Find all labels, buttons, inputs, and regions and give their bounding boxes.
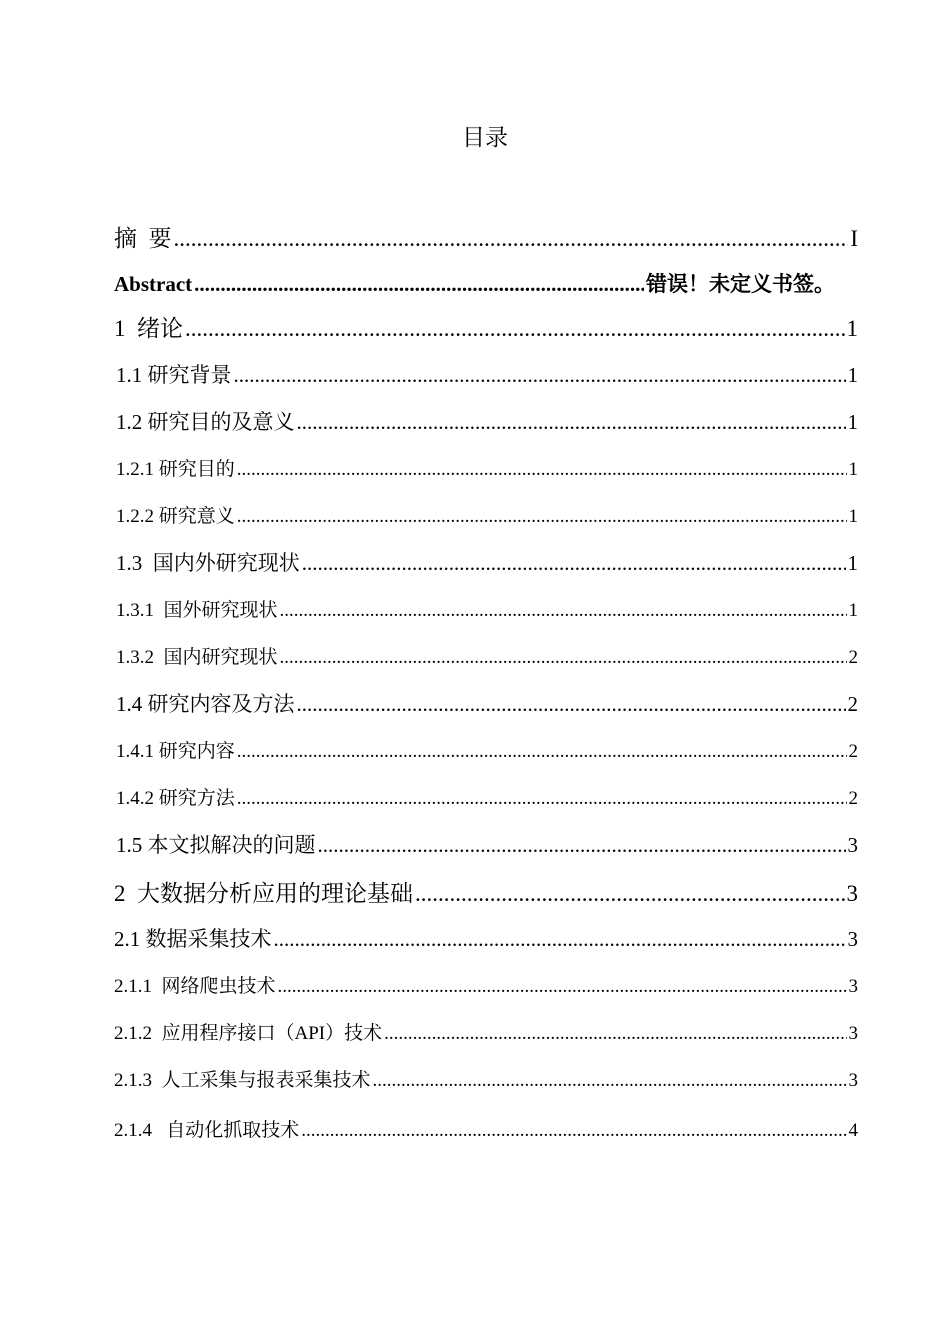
toc-entry-page: 1	[847, 551, 858, 575]
toc-entry-chapter-2[interactable]	[114, 875, 858, 908]
toc-entry-page: 2	[848, 788, 858, 809]
toc-entry-label: 1.2.2 研究意义	[116, 506, 235, 527]
toc-entry-page: 2	[848, 741, 858, 762]
toc-leader-dots	[301, 1120, 846, 1142]
toc-entry-1-2-1[interactable]	[116, 454, 858, 481]
toc-entry-page: 3	[848, 1070, 858, 1091]
toc-entry-2-1-4[interactable]	[114, 1115, 858, 1142]
toc-leader-dots	[297, 692, 846, 717]
toc-entry-1-4-1[interactable]	[116, 736, 858, 763]
toc-entry-label: 1 绪论	[114, 316, 183, 341]
toc-entry-abstract-cn[interactable]	[114, 220, 858, 253]
toc-entry-label: Abstract	[114, 272, 193, 296]
toc-entry-page: 3	[847, 833, 858, 857]
page-title: 目录	[462, 125, 508, 150]
toc-leader-dots	[280, 600, 847, 622]
toc-leader-dots	[194, 272, 644, 297]
toc-entry-page: 1	[847, 363, 858, 387]
toc-entry-2-1-1[interactable]	[114, 971, 858, 998]
toc-entry-page: I	[850, 226, 858, 251]
toc-entry-1-5[interactable]	[116, 829, 858, 859]
toc-entry-page: 2	[848, 647, 858, 668]
toc-entry-label: 1.2 研究目的及意义	[116, 410, 295, 434]
toc-entry-label: 1.2.1 研究目的	[116, 459, 235, 480]
toc-entry-page: 1	[847, 410, 858, 434]
toc-entry-page: 错误！未定义书签。	[646, 272, 835, 296]
toc-entry-page: 1	[846, 316, 858, 341]
toc-leader-dots	[174, 226, 849, 252]
toc-entry-1-2[interactable]	[116, 406, 858, 436]
toc-entry-page: 1	[848, 459, 858, 480]
toc-entry-page: 2	[847, 692, 858, 716]
toc-entry-2-1[interactable]	[114, 923, 858, 953]
toc-leader-dots	[185, 316, 845, 342]
toc-entry-page: 4	[848, 1120, 858, 1141]
toc-leader-dots	[234, 363, 846, 388]
toc-entry-label: 2.1.4 自动化抓取技术	[114, 1120, 300, 1141]
toc-entry-1-4[interactable]	[116, 688, 858, 718]
toc-entry-page: 1	[848, 600, 858, 621]
toc-entry-label: 2.1.1 网络爬虫技术	[114, 976, 276, 997]
toc-entry-1-4-2[interactable]	[116, 783, 858, 810]
toc-leader-dots	[280, 647, 847, 669]
toc-entry-1-3-2[interactable]	[116, 642, 858, 669]
toc-entry-1-3[interactable]	[116, 547, 858, 577]
toc-entry-label: 摘 要	[114, 226, 172, 251]
toc-entry-label: 2.1 数据采集技术	[114, 927, 272, 951]
toc-entry-label: 1.4.2 研究方法	[116, 788, 235, 809]
toc-entry-page: 3	[847, 927, 858, 951]
toc-leader-dots	[318, 833, 846, 858]
toc-entry-page: 3	[846, 881, 858, 906]
toc-leader-dots	[237, 788, 847, 810]
toc-entry-label: 1.3 国内外研究现状	[116, 551, 300, 575]
toc-entry-label: 2.1.3 人工采集与报表采集技术	[114, 1070, 371, 1091]
toc-leader-dots	[237, 741, 847, 763]
toc-entry-abstract-en[interactable]	[114, 268, 835, 298]
toc-entry-label: 1.5 本文拟解决的问题	[116, 833, 316, 857]
toc-leader-dots	[274, 927, 846, 952]
toc-leader-dots	[297, 410, 846, 435]
toc-leader-dots	[278, 976, 847, 998]
toc-entry-page: 3	[848, 1023, 858, 1044]
toc-entry-label: 1.3.1 国外研究现状	[116, 600, 278, 621]
toc-entry-label: 1.3.2 国内研究现状	[116, 647, 278, 668]
toc-leader-dots	[237, 506, 847, 528]
toc-entry-2-1-3[interactable]	[114, 1065, 858, 1092]
toc-entry-label: 2.1.2 应用程序接口（API）技术	[114, 1023, 383, 1044]
toc-leader-dots	[237, 459, 847, 481]
toc-entry-1-2-2[interactable]	[116, 501, 858, 528]
toc-entry-label: 2 大数据分析应用的理论基础	[114, 881, 413, 906]
toc-leader-dots	[373, 1070, 847, 1092]
toc-entry-chapter-1[interactable]	[114, 310, 858, 343]
toc-entry-label: 1.4 研究内容及方法	[116, 692, 295, 716]
toc-entry-1-3-1[interactable]	[116, 595, 858, 622]
toc-entry-1-1[interactable]	[116, 359, 858, 389]
toc-entry-2-1-2[interactable]	[114, 1018, 858, 1045]
toc-entry-label: 1.4.1 研究内容	[116, 741, 235, 762]
toc-entry-label: 1.1 研究背景	[116, 363, 232, 387]
toc-entry-page: 1	[848, 506, 858, 527]
toc-leader-dots	[415, 881, 845, 907]
toc-leader-dots	[302, 551, 846, 576]
toc-leader-dots	[384, 1023, 846, 1045]
toc-entry-page: 3	[848, 976, 858, 997]
